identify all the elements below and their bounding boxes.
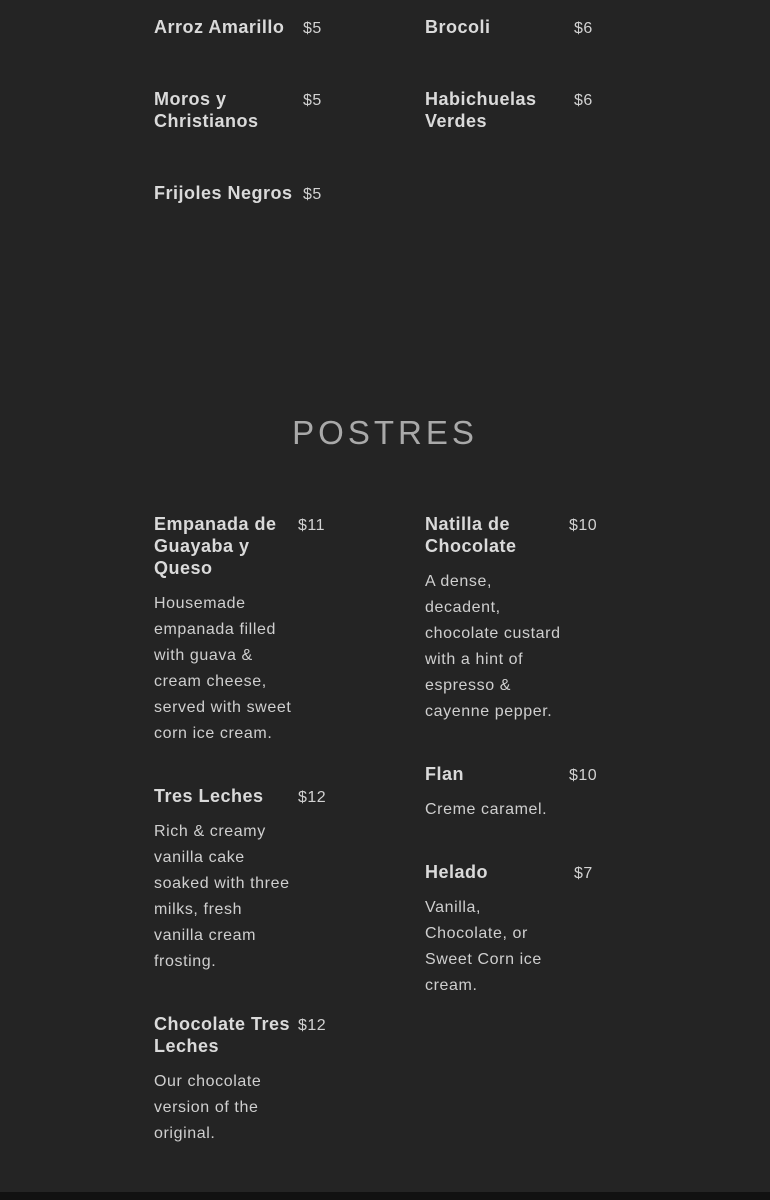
footer-bar — [0, 1192, 770, 1200]
menu-item-price: $5 — [303, 20, 322, 37]
menu-item-name: Arroz Amarillo — [154, 17, 285, 37]
menu-item-description: Rich & creamy vanilla cake soaked with three milks, fresh vanilla cream frosting. — [154, 823, 290, 970]
menu-item-price: $12 — [298, 789, 327, 806]
menu-item-empanada — [154, 513, 296, 747]
menu-item-price: $5 — [303, 186, 322, 203]
menu-item-frijoles-negros — [154, 182, 299, 204]
menu-item-price: $7 — [574, 865, 593, 882]
menu-item-description: Housemade empanada filled with guava & cream cheese, served with sweet corn ice cream. — [154, 595, 292, 742]
menu-item-description: Creme caramel. — [425, 801, 548, 818]
menu-item-name: Helado — [425, 862, 489, 882]
menu-item-name: Chocolate Tres Leches — [154, 1014, 291, 1056]
menu-item-name: Moros y Christianos — [154, 89, 259, 131]
menu-item-name: Frijoles Negros — [154, 183, 293, 203]
menu-item-price: $6 — [574, 92, 593, 109]
menu-item-arroz-amarillo — [154, 16, 294, 38]
menu-item-price: $10 — [569, 517, 598, 534]
menu-item-natilla-de-chocolate — [425, 513, 567, 725]
menu-item-tres-leches — [154, 785, 296, 975]
menu-item-name: Tres Leches — [154, 786, 264, 806]
menu-item-name: Habichuelas Verdes — [425, 89, 537, 131]
menu-item-flan — [425, 763, 567, 823]
menu-item-habichuelas-verdes — [425, 88, 560, 132]
menu-item-price: $12 — [298, 1017, 327, 1034]
menu-item-price: $11 — [298, 517, 326, 534]
menu-item-brocoli — [425, 16, 565, 38]
menu-item-description: Our chocolate version of the original. — [154, 1073, 262, 1142]
menu-item-name: Brocoli — [425, 17, 491, 37]
menu-item-description: Vanilla, Chocolate, or Sweet Corn ice cream. — [425, 899, 542, 994]
menu-item-description: A dense, decadent, chocolate custard with a hint of espresso & cayenne pepper. — [425, 573, 561, 720]
menu-item-name: Flan — [425, 764, 465, 784]
menu-item-chocolate-tres-leches — [154, 1013, 296, 1147]
menu-item-helado — [425, 861, 555, 999]
menu-item-name: Empanada de Guayaba y Queso — [154, 514, 277, 578]
menu-item-name: Natilla de Chocolate — [425, 514, 517, 556]
section-title-postres: POSTRES — [292, 414, 478, 451]
menu-item-moros-y-christianos — [154, 88, 289, 132]
menu-item-price: $10 — [569, 767, 598, 784]
menu-item-price: $6 — [574, 20, 593, 37]
menu-item-price: $5 — [303, 92, 322, 109]
